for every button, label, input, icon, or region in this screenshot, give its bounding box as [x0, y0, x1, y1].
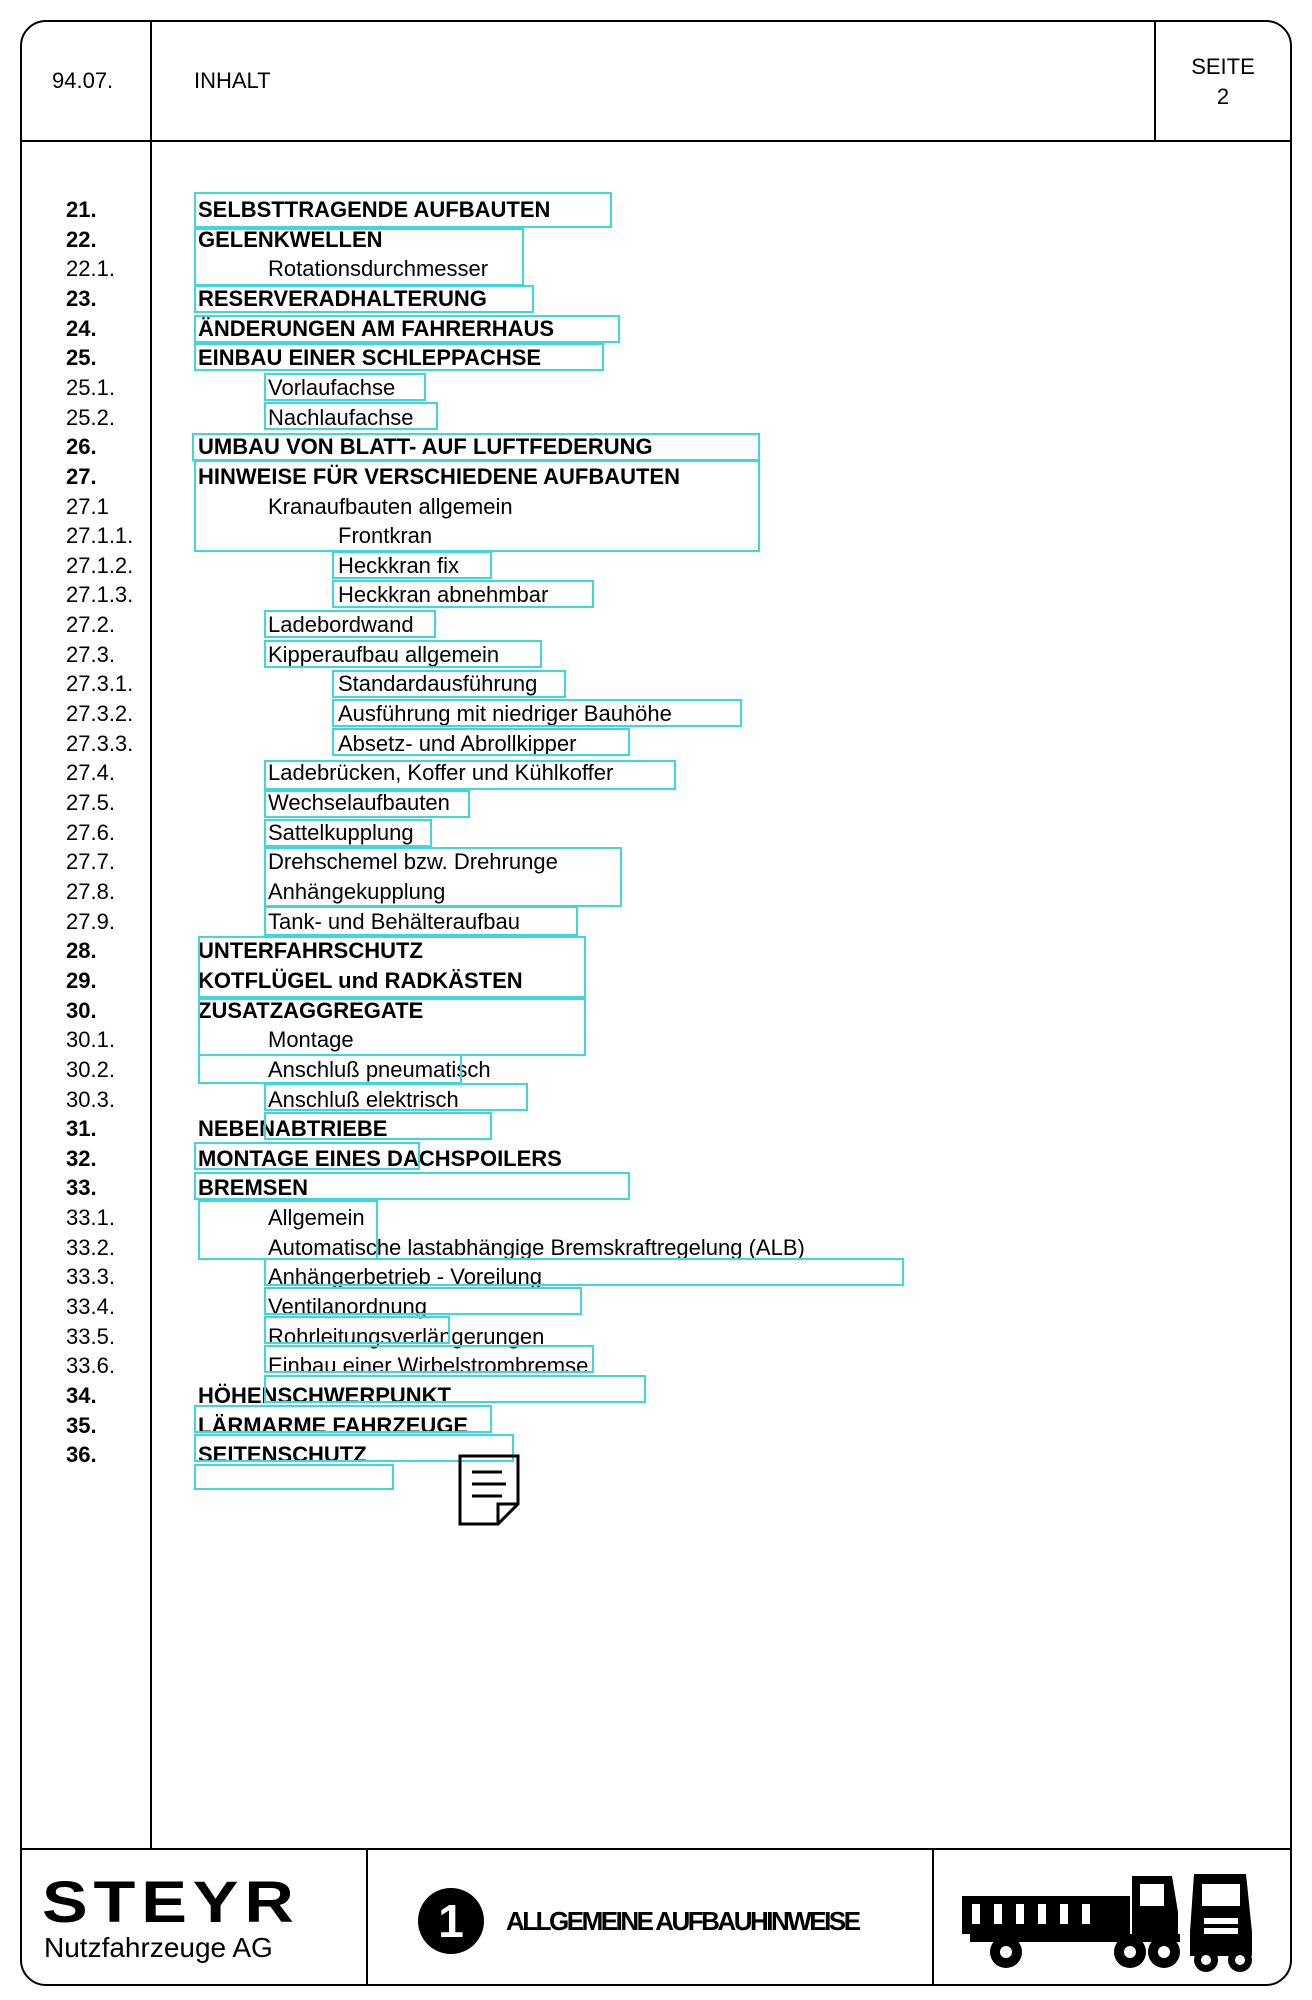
footer-rule-1: [366, 1848, 368, 1986]
toc-number: 36.: [66, 1442, 97, 1468]
highlight-box: [264, 1083, 528, 1111]
toc-number: 27.8.: [66, 878, 115, 904]
toc-number: 32.: [66, 1145, 97, 1171]
toc-title: Anhängekupplung: [268, 878, 446, 904]
toc-number: 27.2.: [66, 612, 115, 638]
highlight-box: [264, 1316, 450, 1344]
toc-title: Anschluß pneumatisch: [268, 1056, 491, 1082]
toc-row: [0, 936, 1300, 966]
toc-title: Kranaufbauten allgemein: [268, 493, 513, 519]
header-title: INHALT: [194, 68, 271, 93]
footer-rule-2: [932, 1848, 934, 1986]
truck-icon: [960, 1872, 1260, 1976]
toc-number: 31.: [66, 1116, 97, 1142]
toc-title: Frontkran: [338, 523, 433, 549]
highlight-box: [332, 699, 742, 727]
toc-row: [0, 1055, 1300, 1085]
toc-number: 25.1.: [66, 374, 115, 400]
toc-row: [0, 1322, 1300, 1352]
toc-row: [0, 1114, 1300, 1144]
toc-number: 27.3.: [66, 641, 115, 667]
highlight-box: [194, 285, 534, 313]
toc-title: Einbau einer Wirbelstrombremse: [268, 1353, 589, 1379]
toc-number: 28.: [66, 938, 97, 964]
highlight-box: [332, 728, 630, 756]
toc-title: Drehschemel bzw. Drehrunge: [268, 849, 558, 875]
toc-row: [0, 1025, 1300, 1055]
toc-number: 33.1.: [66, 1205, 115, 1231]
toc-row: [0, 1085, 1300, 1115]
document-icon: [458, 1454, 520, 1526]
toc-title: Ladebordwand: [268, 612, 414, 638]
highlight-box: [264, 1345, 594, 1373]
highlight-box: [264, 1112, 492, 1140]
highlight-box: [194, 1405, 492, 1433]
toc-row: [0, 847, 1300, 877]
toc-row: [0, 966, 1300, 996]
toc-number: 30.2.: [66, 1056, 115, 1082]
toc-number: 33.: [66, 1175, 97, 1201]
toc-row: [0, 877, 1300, 907]
toc-title: SELBSTTRAGENDE AUFBAUTEN: [198, 197, 551, 222]
highlight-box: [264, 640, 542, 668]
toc-number: 25.: [66, 345, 97, 371]
highlight-box: [192, 433, 760, 461]
toc-title: GELENKWELLEN: [198, 226, 383, 252]
toc-title: Ladebrücken, Koffer und Kühlkoffer: [268, 760, 614, 786]
toc-number: 30.1.: [66, 1027, 115, 1053]
toc-title: Automatische lastabhängige Bremskraftregelung (ALB): [268, 1234, 805, 1260]
toc-title: Rotationsdurchmesser: [268, 256, 489, 282]
toc-title: Standardausführung: [338, 671, 538, 697]
toc-number: 24.: [66, 315, 97, 341]
toc-row: [0, 1292, 1300, 1322]
toc-number: 35.: [66, 1412, 97, 1438]
toc-title: ÄNDERUNGEN AM FAHRERHAUS: [198, 315, 555, 341]
highlight-box: [264, 906, 578, 936]
toc-number: 21.: [66, 197, 97, 222]
toc-row: [0, 551, 1300, 581]
toc-number: 33.6.: [66, 1353, 115, 1379]
toc-title: NEBENABTRIEBE: [198, 1116, 388, 1142]
highlight-box: [264, 760, 676, 790]
toc-row: [0, 729, 1300, 759]
highlight-box: [264, 373, 426, 401]
toc-number: 27.1.3.: [66, 582, 134, 608]
toc-title: Heckkran fix: [338, 552, 460, 578]
toc-title: KOTFLÜGEL und RADKÄSTEN: [198, 967, 523, 993]
toc-row: [0, 907, 1300, 937]
toc-title: Ausführung mit niedriger Bauhöhe: [338, 701, 672, 727]
chapter-badge: 1: [418, 1888, 484, 1954]
highlight-box: [194, 343, 604, 371]
toc-title: HINWEISE FÜR VERSCHIEDENE AUFBAUTEN: [198, 463, 680, 489]
toc-row: [0, 640, 1300, 670]
highlight-box: [264, 847, 622, 907]
toc-title: RESERVERADHALTERUNG: [198, 285, 487, 311]
highlight-box: [194, 1172, 630, 1200]
toc-title: Wechselaufbauten: [268, 790, 450, 815]
toc-number: 27.: [66, 463, 97, 489]
highlight-box: [264, 819, 432, 847]
toc-title: Vorlaufachse: [268, 374, 396, 400]
toc-number: 27.4.: [66, 760, 115, 786]
highlight-box: [332, 670, 566, 698]
page-label: SEITE: [1191, 54, 1255, 79]
toc-title: Tank- und Behälteraufbau: [268, 908, 520, 934]
highlight-box: [198, 1200, 378, 1260]
toc-number: 27.9.: [66, 908, 115, 934]
company-name: Nutzfahrzeuge AG: [44, 1932, 273, 1963]
highlight-box: [194, 228, 524, 286]
section-title: ALLGEMEINE AUFBAUHINWEISE: [506, 1906, 859, 1936]
page-number: 2: [1216, 84, 1230, 109]
highlight-box: [264, 1287, 582, 1315]
toc-number: 30.3.: [66, 1086, 115, 1112]
toc-title: Kipperaufbau allgemein: [268, 641, 500, 667]
toc-number: 27.7.: [66, 849, 115, 875]
toc-number: 27.1.2.: [66, 552, 134, 578]
toc-title: Rohrleitungsverlängerungen: [268, 1323, 545, 1349]
toc-row: [0, 373, 1300, 403]
toc-title: UMBAU VON BLATT- AUF LUFTFEDERUNG: [198, 434, 653, 460]
highlight-box: [264, 790, 470, 818]
toc-title: MONTAGE EINES DACHSPOILERS: [198, 1145, 562, 1171]
toc-number: 33.2.: [66, 1234, 115, 1260]
highlight-box: [332, 551, 492, 579]
toc-row: [0, 818, 1300, 848]
toc-title: HÖHENSCHWERPUNKT: [198, 1383, 451, 1408]
toc-number: 22.1.: [66, 256, 115, 282]
toc-number: 27.6.: [66, 819, 115, 845]
toc-title: Allgemein: [268, 1205, 365, 1231]
toc-title: SEITENSCHUTZ: [198, 1442, 367, 1468]
highlight-box: [264, 402, 438, 430]
toc-row: [0, 788, 1300, 818]
toc-title: Montage: [268, 1027, 354, 1053]
toc-number: 26.: [66, 434, 97, 460]
toc-title: Anhängerbetrieb - Voreilung: [268, 1264, 542, 1290]
toc-number: 27.5.: [66, 790, 115, 815]
toc-number: 27.3.3.: [66, 730, 134, 756]
toc-title: UNTERFAHRSCHUTZ: [198, 938, 423, 964]
toc-title: Anschluß elektrisch: [268, 1086, 459, 1112]
toc-number: 27.3.2.: [66, 701, 134, 727]
page-number-block: [1154, 52, 1292, 112]
highlight-box: [198, 998, 586, 1056]
highlight-box: [198, 936, 586, 998]
highlight-box: [194, 315, 620, 343]
toc-title: BREMSEN: [198, 1175, 309, 1201]
toc-title: Absetz- und Abrollkipper: [338, 730, 577, 756]
toc-title: LÄRMARME FAHRZEUGE: [198, 1412, 469, 1438]
toc-number: 33.4.: [66, 1294, 115, 1320]
highlight-box: [194, 1142, 420, 1170]
toc-title: EINBAU EINER SCHLEPPACHSE: [198, 345, 542, 371]
toc-title: ZUSATZAGGREGATE: [198, 997, 424, 1023]
toc-row: [0, 403, 1300, 433]
toc-number: 25.2.: [66, 404, 115, 430]
brand-logo: STEYR: [42, 1870, 300, 1935]
toc-row: [0, 996, 1300, 1026]
toc-number: 29.: [66, 967, 97, 993]
toc-number: 23.: [66, 285, 97, 311]
highlight-box: [194, 192, 612, 228]
highlight-box: [332, 580, 594, 608]
toc-number: 27.1: [66, 493, 109, 519]
toc-number: 34.: [66, 1383, 97, 1408]
toc-title: Heckkran abnehmbar: [338, 582, 549, 608]
highlight-box: [194, 1464, 394, 1490]
toc-title: Sattelkupplung: [268, 819, 414, 845]
toc-number: 22.: [66, 226, 97, 252]
toc-row: [0, 669, 1300, 699]
toc-number: 33.3.: [66, 1264, 115, 1290]
header-date: 94.07.: [52, 68, 114, 93]
highlight-box: [194, 460, 760, 552]
toc-row: [0, 1203, 1300, 1233]
toc-number: 27.1.1.: [66, 523, 134, 549]
header-divider: [20, 140, 1292, 142]
toc-row: [0, 580, 1300, 610]
toc-number: 33.5.: [66, 1323, 115, 1349]
toc-title: Ventilanordnung: [268, 1294, 428, 1320]
footer-divider: [20, 1848, 1292, 1850]
toc-number: 27.3.1.: [66, 671, 134, 697]
toc-title: Nachlaufachse: [268, 404, 414, 430]
highlight-box: [264, 1375, 646, 1403]
toc-number: 30.: [66, 997, 97, 1023]
highlight-box: [198, 1054, 462, 1084]
highlight-box: [264, 1258, 904, 1286]
highlight-box: [264, 610, 436, 638]
toc-row: [0, 610, 1300, 640]
toc-row: [0, 1351, 1300, 1381]
